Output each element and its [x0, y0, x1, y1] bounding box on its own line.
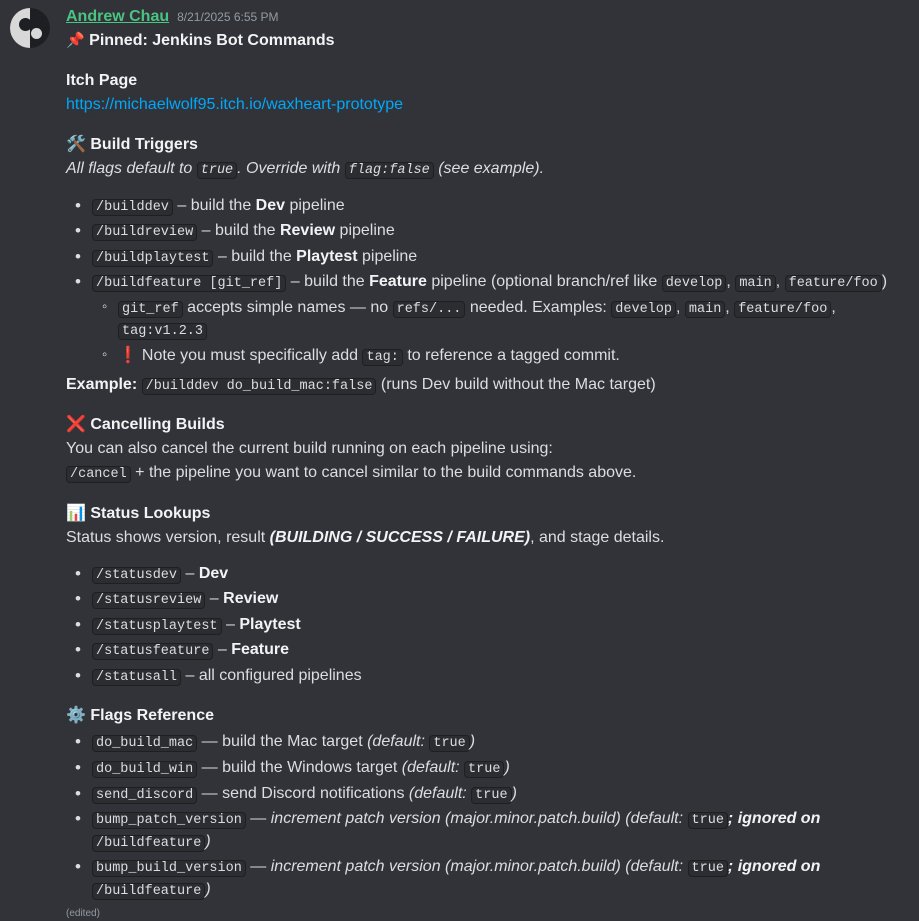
dash: –: [201, 222, 211, 240]
ref-feature-foo: feature/foo: [785, 275, 882, 292]
flag-send-discord: send_discord: [92, 787, 197, 804]
ref-main: main: [735, 275, 775, 292]
example-command: /builddev do_build_mac:false: [142, 378, 377, 395]
itch-page-link[interactable]: https://michaelwolf95.itch.io/waxheart-prototype: [66, 96, 404, 113]
list-item: [118, 345, 907, 368]
dash: –: [225, 615, 235, 633]
build-triggers-defaults: [66, 158, 907, 181]
status-commands-list: [66, 563, 907, 688]
build-example-line: [66, 374, 907, 397]
dash: –: [217, 247, 227, 265]
command-builddev: /builddev: [92, 199, 173, 216]
example-tail: (runs Dev build without the Mac target): [380, 375, 656, 393]
example-label: Example:: [66, 375, 138, 393]
flag-default-close: ): [511, 784, 517, 802]
message-content: [66, 6, 907, 921]
list-item: [92, 757, 907, 780]
desc-post: pipeline: [335, 222, 395, 240]
flag-default-label: (default:: [401, 759, 465, 776]
list-item: ◦ git_ref accepts simple names — no refs/... needed. Examples: develop , main , feature/foo , tag:v1.2.3: [118, 297, 907, 342]
flag-desc: build the Mac target: [222, 733, 368, 751]
cancelling-cmd-tail: + the pipeline you want to cancel similar to the build commands above.: [135, 464, 637, 482]
status-label: Status Lookups: [90, 504, 211, 522]
flag-desc: send Discord notifications: [222, 784, 409, 802]
avatar-dot-secondary: [31, 28, 42, 39]
cross-mark-icon: ❌: [66, 416, 86, 434]
example-ref-main: main: [685, 301, 725, 318]
flag-default-close: ): [205, 832, 211, 850]
code-tag-prefix: tag:: [362, 349, 402, 366]
dash: –: [209, 590, 219, 608]
flag-default-label: (default:: [408, 784, 472, 802]
flag-do-build-win: do_build_win: [92, 761, 197, 778]
command-statusreview: /statusreview: [92, 592, 205, 609]
edited-marker: (edited): [66, 908, 100, 920]
dash: —: [201, 733, 218, 751]
dash: —: [250, 810, 267, 828]
desc-post: pipeline: [285, 196, 345, 214]
status-desc-italic: (BUILDING / SUCCESS / FAILURE): [269, 528, 531, 546]
cancelling-cmd-line: [66, 462, 907, 485]
defaults-post: (see example).: [433, 160, 545, 177]
example-ref-feature-foo: feature/foo: [734, 301, 831, 318]
flag-default-value: true: [471, 787, 511, 804]
code-git-ref: git_ref: [118, 301, 183, 318]
desc-pre: build the: [215, 222, 280, 240]
flag-default-value: true: [464, 761, 504, 778]
note-mid: needed. Examples:: [465, 298, 612, 316]
command-statusdev: /statusdev: [92, 567, 181, 584]
command-buildplaytest: /buildplaytest: [92, 250, 213, 267]
command-buildfeature: /buildfeature [git_ref]: [92, 275, 286, 292]
pinned-label: Pinned: Jenkins Bot Commands: [89, 32, 335, 49]
defaults-pre: All flags default to: [66, 160, 197, 177]
list-item: [92, 639, 907, 662]
command-statusplaytest: /statusplaytest: [92, 618, 222, 635]
example-ref-tag: tag:v1.2.3: [118, 323, 207, 340]
flag-bump-patch-version: bump_patch_version: [92, 812, 246, 829]
status-heading: [66, 503, 907, 525]
list-item: [92, 246, 907, 269]
cancelling-heading: [66, 414, 907, 436]
dash: —: [250, 858, 267, 876]
dash: –: [217, 641, 227, 659]
desc-pre: build the: [304, 273, 370, 291]
cancelling-label: Cancelling Builds: [90, 416, 225, 434]
flag-desc: increment patch version (major.minor.patch.build): [270, 858, 626, 876]
flag-desc: increment patch version (major.minor.patch.build): [270, 810, 626, 828]
list-item: [92, 220, 907, 243]
dash: —: [201, 759, 218, 776]
flag-bump-build-version: bump_build_version: [92, 860, 246, 877]
flag-ignored-command: /buildfeature: [92, 835, 205, 852]
warn-post: to reference a tagged commit.: [402, 346, 620, 364]
desc-strong: Playtest: [296, 247, 358, 265]
flag-default-value: true: [429, 735, 469, 752]
message-author[interactable]: Andrew Chau: [66, 8, 170, 25]
bar-chart-icon: 📊: [66, 504, 86, 522]
desc-pre: build the: [231, 247, 297, 265]
build-commands-list: [66, 195, 907, 368]
status-strong: Review: [223, 590, 279, 608]
flag-default-label: (default:: [625, 858, 688, 876]
dash: –: [185, 666, 195, 684]
flag-default-value: true: [688, 860, 728, 877]
warn-pre: Note you must specifically add: [141, 346, 363, 364]
desc-post: pipeline: [357, 247, 418, 265]
gear-icon: ⚙️: [66, 707, 86, 725]
cancelling-desc: You can also cancel the current build running on each pipeline using:: [66, 440, 553, 458]
defaults-mid: . Override with: [237, 160, 345, 177]
build-triggers-label: Build Triggers: [90, 136, 198, 153]
message-header: [66, 6, 907, 28]
avatar[interactable]: [10, 8, 50, 48]
flags-heading: [66, 705, 907, 727]
dash: –: [185, 564, 195, 582]
dash: –: [290, 273, 300, 291]
flags-list: [66, 731, 907, 901]
exclamation-icon: ❗: [118, 346, 138, 364]
status-strong: Dev: [198, 564, 229, 582]
command-cancel: /cancel: [66, 466, 131, 483]
flag-ignored-pre: ; ignored on: [727, 858, 821, 876]
pin-icon: 📌: [66, 32, 85, 49]
list-item: [92, 731, 907, 754]
status-post: all configured pipelines: [198, 666, 362, 684]
avatar-dot: [19, 18, 32, 31]
status-strong: Playtest: [239, 615, 301, 633]
dash: –: [177, 196, 187, 214]
list-item: [92, 665, 907, 688]
flags-label: Flags Reference: [90, 707, 214, 725]
list-item: • /buildfeature [git_ref] – build the Feature pipeline (optional branch/ref like develop , main , feature/foo ) ◦ git_ref accepts simple names — no refs/... needed. Examples: develop , main , feature/foo , tag:v1.2.3 ◦ ❗ Note you must specifically add tag: to reference a tagged commit.: [92, 271, 907, 367]
status-desc-pre: Status shows version, result: [66, 528, 270, 546]
flag-default-close: ): [504, 759, 510, 776]
command-buildreview: /buildreview: [92, 224, 197, 241]
status-desc-post: , and stage details.: [530, 528, 665, 546]
status-desc: [66, 527, 907, 549]
defaults-true-code: true: [197, 162, 237, 179]
flag-ignored-pre: ; ignored on: [727, 810, 821, 828]
list-item: [92, 195, 907, 218]
flag-default-value: true: [688, 812, 728, 829]
itch-heading: Itch Page: [66, 72, 138, 89]
example-ref-develop: develop: [611, 301, 676, 318]
command-statusfeature: /statusfeature: [92, 643, 213, 660]
flag-do-build-mac: do_build_mac: [92, 735, 197, 752]
flag-default-close: ): [205, 880, 211, 898]
desc-strong: Review: [279, 222, 336, 240]
ref-develop: develop: [662, 275, 727, 292]
dash: —: [201, 784, 218, 802]
code-refs-prefix: refs/...: [393, 301, 466, 318]
flag-default-label: (default:: [367, 733, 430, 751]
list-item: [92, 614, 907, 637]
list-item: [92, 808, 907, 853]
hammer-wrench-icon: 🛠️: [66, 136, 86, 153]
flag-default-label: (default:: [625, 810, 688, 828]
message-timestamp: 8/21/2025 6:55 PM: [177, 10, 279, 24]
defaults-flag-code: flag:false: [345, 162, 434, 179]
build-triggers-heading: [66, 134, 907, 156]
note-pre: accepts simple names — no: [182, 298, 393, 316]
pinned-title: [66, 30, 907, 52]
desc-post: pipeline (optional branch/ref like: [426, 273, 662, 291]
list-item: [92, 563, 907, 586]
command-statusall: /statusall: [92, 669, 181, 686]
flag-default-close: ): [469, 733, 476, 751]
status-strong: Feature: [231, 641, 290, 659]
itch-url-line: [66, 94, 907, 116]
list-item: [92, 856, 907, 901]
desc-strong: Feature: [369, 273, 427, 291]
flag-desc: build the Windows target: [222, 759, 402, 776]
list-item: [92, 783, 907, 806]
build-feature-notes: [92, 297, 907, 368]
flag-ignored-command: /buildfeature: [92, 883, 205, 900]
list-item: [92, 588, 907, 611]
feature-tail: ): [881, 273, 888, 291]
desc-strong: Dev: [255, 196, 286, 214]
desc-pre: build the: [190, 196, 256, 214]
